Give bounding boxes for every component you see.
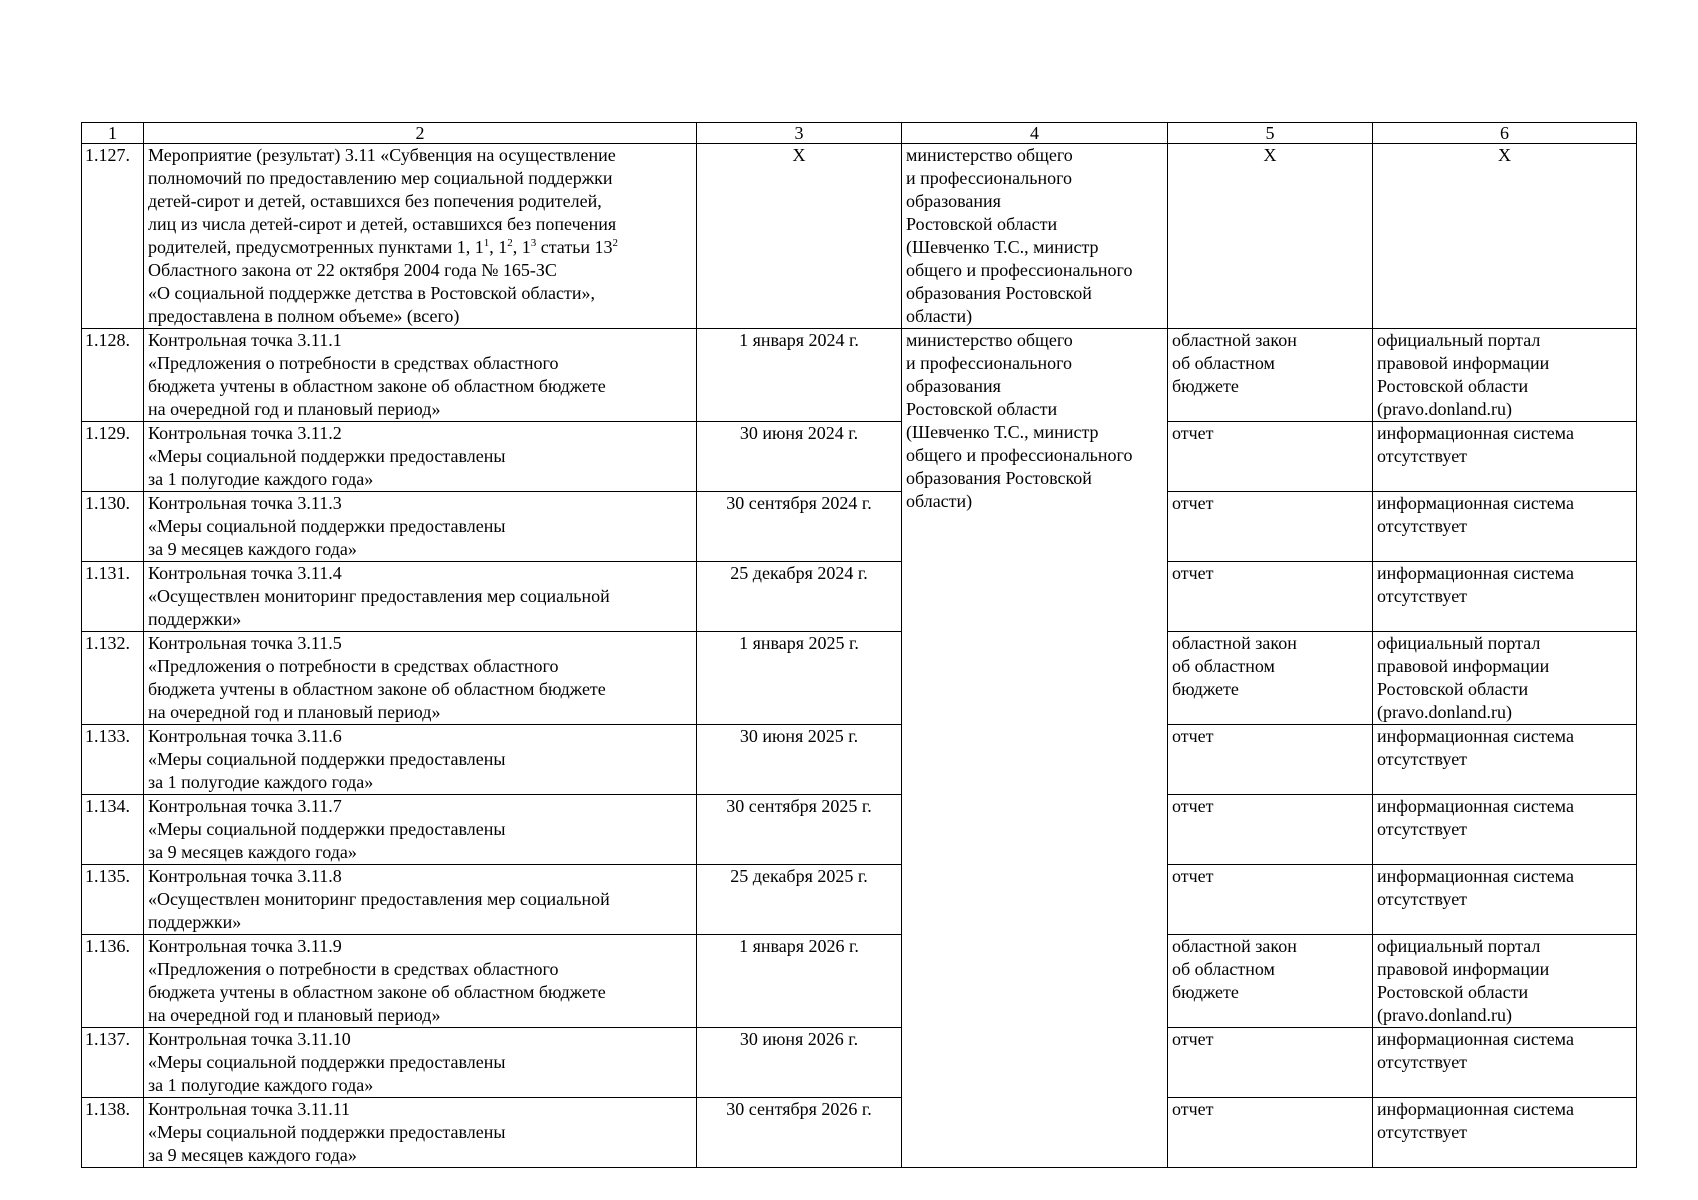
header-cell: 4 [902, 123, 1168, 144]
row-number: 1.133. [82, 725, 144, 795]
row-number: 1.128. [82, 329, 144, 422]
document-type-cell: отчет [1168, 1098, 1373, 1168]
deadline-cell: Х [697, 144, 902, 329]
document-type-cell: отчет [1168, 865, 1373, 935]
info-system-cell: информационная система отсутствует [1373, 492, 1637, 562]
info-system-cell: информационная система отсутствует [1373, 1098, 1637, 1168]
row-number: 1.131. [82, 562, 144, 632]
control-point-description: Контрольная точка 3.11.3 «Меры социальной поддержки предоставлены за 9 месяцев каждого года» [144, 492, 697, 562]
table-row [82, 422, 1637, 492]
control-point-description: Контрольная точка 3.11.11 «Меры социальной поддержки предоставлены за 9 месяцев каждого года» [144, 1098, 697, 1168]
header-cell: 6 [1373, 123, 1637, 144]
header-cell: 2 [144, 123, 697, 144]
header-cell: 5 [1168, 123, 1373, 144]
row-number: 1.134. [82, 795, 144, 865]
header-cell: 3 [697, 123, 902, 144]
deadline-cell: 1 января 2026 г. [697, 935, 902, 1028]
info-system-cell: официальный портал правовой информации Ростовской области (pravo.donland.ru) [1373, 329, 1637, 422]
document-page [81, 122, 1636, 1168]
table-row [82, 562, 1637, 632]
control-point-description: Контрольная точка 3.11.7 «Меры социальной поддержки предоставлены за 9 месяцев каждого года» [144, 795, 697, 865]
document-type-cell: областной закон об областном бюджете [1168, 329, 1373, 422]
document-type-cell: областной закон об областном бюджете [1168, 935, 1373, 1028]
header-cell: 1 [82, 123, 144, 144]
info-system-cell: официальный портал правовой информации Ростовской области (pravo.donland.ru) [1373, 632, 1637, 725]
table-row [82, 632, 1637, 725]
document-type-cell: областной закон об областном бюджете [1168, 632, 1373, 725]
responsible-cell: министерство общего и профессионального образования Ростовской области (Шевченко Т.С., министр общего и профессионального образования Ростовской области) [902, 329, 1168, 1168]
info-system-cell: информационная система отсутствует [1373, 725, 1637, 795]
table-row [82, 492, 1637, 562]
table-row [82, 725, 1637, 795]
control-point-description: Контрольная точка 3.11.9 «Предложения о потребности в средствах областного бюджета учтены в областном законе об областном бюджете на очередной год и плановый период» [144, 935, 697, 1028]
deadline-cell: 30 сентября 2025 г. [697, 795, 902, 865]
deadline-cell: 30 сентября 2026 г. [697, 1098, 902, 1168]
deadline-cell: 1 января 2024 г. [697, 329, 902, 422]
info-system-cell: информационная система отсутствует [1373, 1028, 1637, 1098]
deadline-cell: 25 декабря 2025 г. [697, 865, 902, 935]
control-point-description: Контрольная точка 3.11.10 «Меры социальной поддержки предоставлены за 1 полугодие каждого года» [144, 1028, 697, 1098]
row-number: 1.138. [82, 1098, 144, 1168]
deadline-cell: 30 июня 2026 г. [697, 1028, 902, 1098]
control-point-description: Контрольная точка 3.11.1 «Предложения о потребности в средствах областного бюджета учтены в областном законе об областном бюджете на очередной год и плановый период» [144, 329, 697, 422]
deadline-cell: 30 июня 2024 г. [697, 422, 902, 492]
info-system-cell: официальный портал правовой информации Ростовской области (pravo.donland.ru) [1373, 935, 1637, 1028]
control-point-description: Контрольная точка 3.11.5 «Предложения о потребности в средствах областного бюджета учтены в областном законе об областном бюджете на очередной год и плановый период» [144, 632, 697, 725]
table-row [82, 795, 1637, 865]
row-number: 1.136. [82, 935, 144, 1028]
control-point-description: Контрольная точка 3.11.8 «Осуществлен мониторинг предоставления мер социальной поддержки» [144, 865, 697, 935]
control-point-description: Контрольная точка 3.11.6 «Меры социальной поддержки предоставлены за 1 полугодие каждого года» [144, 725, 697, 795]
info-system-cell: Х [1373, 144, 1637, 329]
info-system-cell: информационная система отсутствует [1373, 865, 1637, 935]
responsible-cell: министерство общего и профессионального образования Ростовской области (Шевченко Т.С., министр общего и профессионального образования Ростовской области) [902, 144, 1168, 329]
deadline-cell: 25 декабря 2024 г. [697, 562, 902, 632]
row-number: 1.132. [82, 632, 144, 725]
table-row [82, 865, 1637, 935]
document-type-cell: отчет [1168, 562, 1373, 632]
deadline-cell: 1 января 2025 г. [697, 632, 902, 725]
table-row [82, 329, 1637, 422]
row-number: 1.135. [82, 865, 144, 935]
row-number: 1.130. [82, 492, 144, 562]
table-row [82, 144, 1637, 329]
info-system-cell: информационная система отсутствует [1373, 562, 1637, 632]
info-system-cell: информационная система отсутствует [1373, 422, 1637, 492]
document-type-cell: отчет [1168, 422, 1373, 492]
control-point-description: Контрольная точка 3.11.2 «Меры социальной поддержки предоставлены за 1 полугодие каждого года» [144, 422, 697, 492]
control-point-description: Контрольная точка 3.11.4 «Осуществлен мониторинг предоставления мер социальной поддержки» [144, 562, 697, 632]
header-row [82, 123, 1637, 144]
info-system-cell: информационная система отсутствует [1373, 795, 1637, 865]
row-number: 1.129. [82, 422, 144, 492]
document-type-cell: Х [1168, 144, 1373, 329]
row-number: 1.137. [82, 1028, 144, 1098]
control-points-table [81, 122, 1637, 1168]
document-type-cell: отчет [1168, 1028, 1373, 1098]
row-number: 1.127. [82, 144, 144, 329]
document-type-cell: отчет [1168, 492, 1373, 562]
deadline-cell: 30 сентября 2024 г. [697, 492, 902, 562]
table-row [82, 1098, 1637, 1168]
document-type-cell: отчет [1168, 725, 1373, 795]
table-row [82, 935, 1637, 1028]
table-row [82, 1028, 1637, 1098]
deadline-cell: 30 июня 2025 г. [697, 725, 902, 795]
document-type-cell: отчет [1168, 795, 1373, 865]
event-description: Мероприятие (результат) 3.11 «Субвенция на осуществление полномочий по предоставлению мер социальной поддержки детей-сирот и детей, оставшихся без попечения родителей, лиц из числа детей-сирот и детей, оставшихся без попечения родителей, предусмотренных пунктами 1, $1^1$, $1^2$, $1^3$ статьи $13^2$ Областного закона от 22 октября 2004 года № 165-ЗС «О социальной поддержке детства в Ростовской области», предоставлена в полном объеме» (всего) [144, 144, 697, 329]
